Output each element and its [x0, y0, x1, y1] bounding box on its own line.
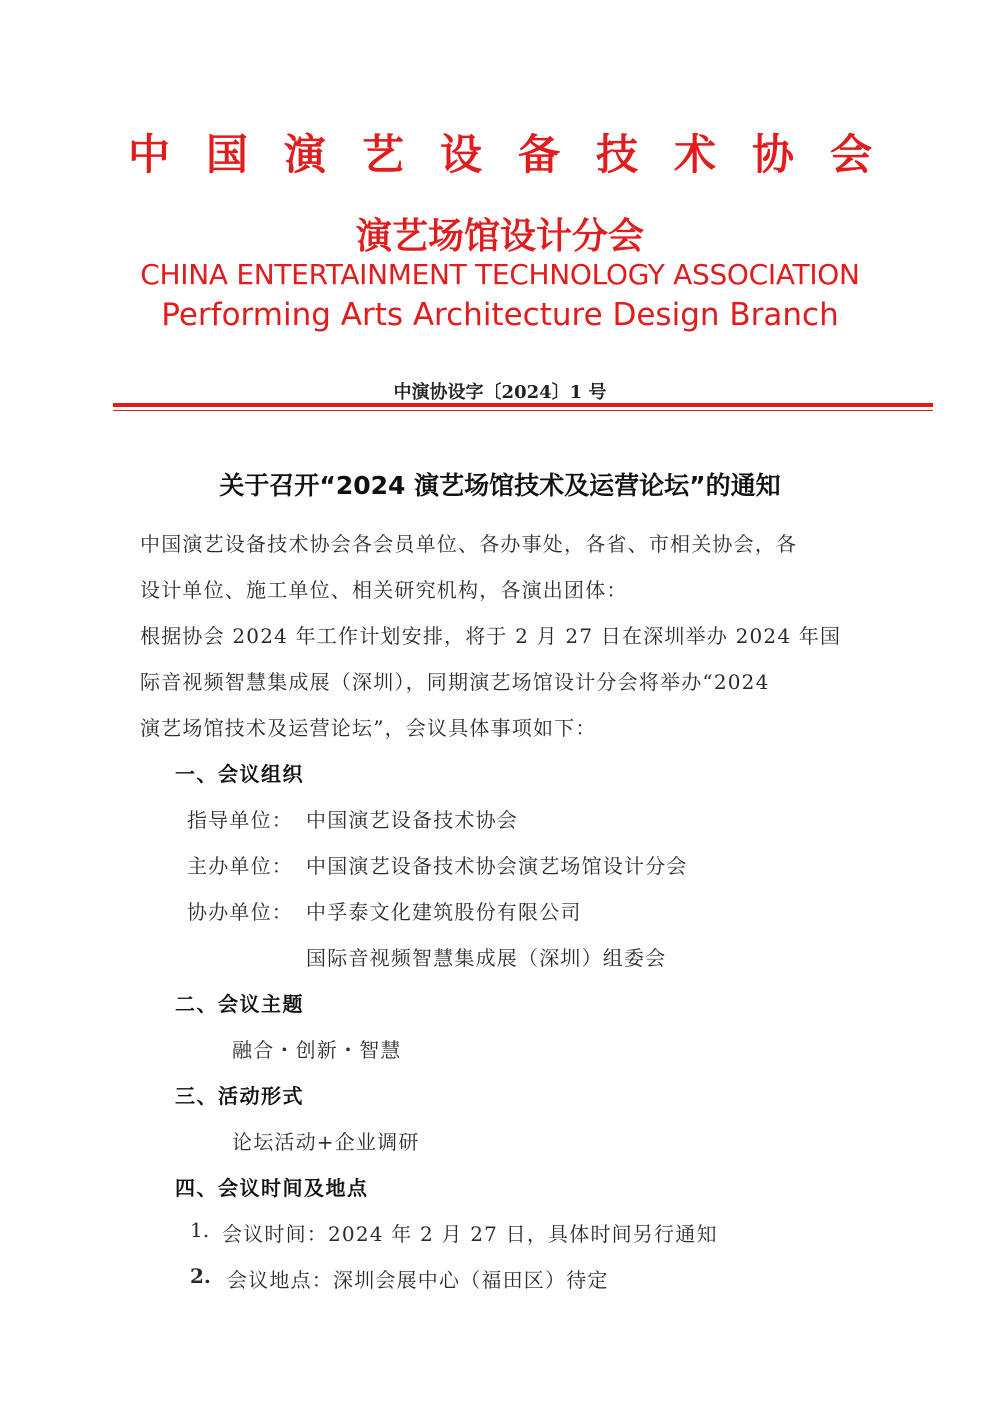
co-organizer-value: 中孚泰文化建筑股份有限公司	[306, 900, 582, 924]
co-organizer-label: 协办单位：	[187, 900, 293, 924]
section-heading-organization: 一、会议组织	[175, 762, 304, 786]
co-organizer-value: 国际音视频智慧集成展（深圳）组委会	[306, 946, 667, 970]
list-item-number: 1.	[190, 1218, 210, 1242]
letterhead-divider-thick	[113, 403, 933, 407]
section-heading-theme: 二、会议主题	[175, 992, 304, 1016]
notice-title: 关于召开“2024 演艺场馆技术及运营论坛”的通知	[219, 471, 781, 500]
guide-unit-value: 中国演艺设备技术协会	[306, 808, 518, 832]
addressee-line: 中国演艺设备技术协会各会员单位、各办事处，各省、市相关协会，各	[140, 532, 798, 556]
intro-line: 根据协会 2024 年工作计划安排，将于 2 月 27 日在深圳举办 2024 年国	[140, 624, 842, 648]
branch-name-en: Performing Arts Architecture Design Branch	[161, 297, 839, 333]
guide-unit-label: 指导单位：	[187, 808, 293, 832]
intro-line: 际音视频智慧集成展（深圳），同期演艺场馆设计分会将举办“2024	[140, 670, 770, 694]
host-unit-value: 中国演艺设备技术协会演艺场馆设计分会	[306, 854, 688, 878]
document-number: 中演协设字〔2024〕1 号	[393, 382, 607, 403]
list-item-number: 2.	[190, 1264, 211, 1288]
host-unit-label: 主办单位：	[187, 854, 293, 878]
intro-line: 演艺场馆技术及运营论坛”，会议具体事项如下：	[140, 716, 597, 740]
section-heading-time-place: 四、会议时间及地点	[175, 1176, 369, 1200]
organization-name-en: CHINA ENTERTAINMENT TECHNOLOGY ASSOCIATION	[140, 258, 860, 291]
section-heading-format: 三、活动形式	[175, 1084, 304, 1108]
letterhead-divider-thin	[113, 410, 933, 411]
addressee-line: 设计单位、施工单位、相关研究机构，各演出团体：	[140, 578, 628, 602]
branch-name-cn: 演艺场馆设计分会	[355, 215, 644, 257]
organization-name-cn: 中国演艺设备技术协会	[127, 130, 908, 179]
theme-text: 融合・创新・智慧	[232, 1038, 402, 1062]
meeting-time-text: 会议时间：2024 年 2 月 27 日，具体时间另行通知	[222, 1222, 718, 1246]
meeting-place-text: 会议地点：深圳会展中心（福田区）待定	[227, 1268, 609, 1292]
format-text: 论坛活动+企业调研	[232, 1130, 420, 1154]
